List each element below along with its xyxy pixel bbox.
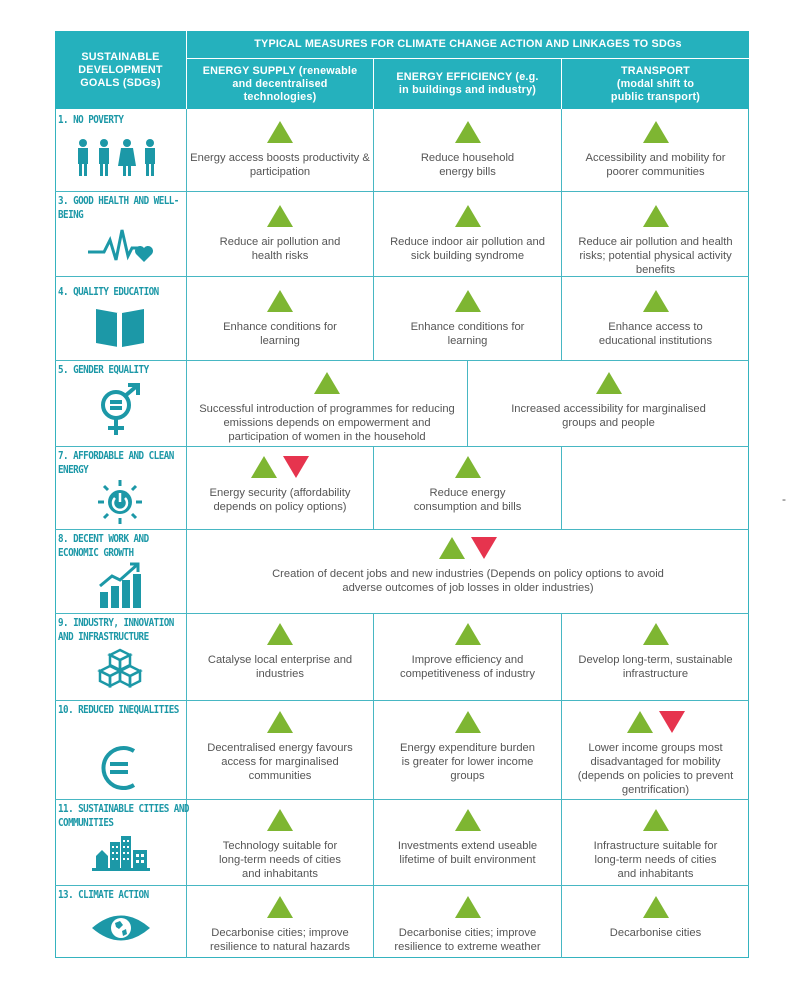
cell: Decarbonise cities; improve resilience to extreme weather xyxy=(374,896,561,954)
cell: Decentralised energy favours access for marginalised communities xyxy=(187,711,373,783)
positive-linkage-triangle xyxy=(455,456,481,478)
positive-linkage-triangle xyxy=(643,205,669,227)
positive-linkage-triangle xyxy=(643,121,669,143)
positive-linkage-triangle xyxy=(267,623,293,645)
positive-linkage-triangle xyxy=(627,711,653,733)
positive-linkage-triangle xyxy=(643,896,669,918)
book-icon xyxy=(94,305,146,349)
heartbeat-icon xyxy=(86,226,156,268)
cell: Energy access boosts productivity & participation xyxy=(187,121,373,179)
sdg-label-industry: 9. INDUSTRY, INNOVATION AND INFRASTRUCTURE xyxy=(58,617,174,643)
header-transport: TRANSPORT (modal shift to public transport) xyxy=(562,59,749,109)
header-energy-efficiency: ENERGY EFFICIENCY (e.g. in buildings and industry) xyxy=(374,59,561,109)
cell: Decarbonise cities xyxy=(562,896,749,940)
cell-merged: Successful introduction of programmes for reducing emissions depends on empowerment and participation of women in the household xyxy=(187,372,467,444)
sdg-label-climate-action: 13. CLIMATE ACTION xyxy=(58,889,149,901)
negative-linkage-triangle xyxy=(659,711,685,733)
sdg-label-quality-education: 4. QUALITY EDUCATION xyxy=(58,286,159,298)
header-sdg-column: SUSTAINABLE DEVELOPMENT GOALS (SDGs) xyxy=(55,31,186,109)
cell: Energy expenditure burden is greater for lower income groups xyxy=(374,711,561,783)
positive-linkage-triangle xyxy=(314,372,340,394)
positive-linkage-triangle xyxy=(455,623,481,645)
positive-linkage-triangle xyxy=(455,290,481,312)
cell: Catalyse local enterprise and industries xyxy=(187,623,373,681)
cell: Reduce indoor air pollution and sick building syndrome xyxy=(374,205,561,263)
positive-linkage-triangle xyxy=(267,896,293,918)
positive-linkage-triangle xyxy=(643,623,669,645)
positive-linkage-triangle xyxy=(251,456,277,478)
cell: Lower income groups most disadvantaged for mobility (depends on policies to prevent gentrification) xyxy=(562,711,749,797)
sdg-label-decent-work: 8. DECENT WORK AND ECONOMIC GROWTH xyxy=(58,533,149,559)
cell: Technology suitable for long-term needs of cities and inhabitants xyxy=(187,809,373,881)
positive-linkage-triangle xyxy=(267,121,293,143)
cell: Improve efficiency and competitiveness of industry xyxy=(374,623,561,681)
cell-merged: Increased accessibility for marginalised groups and people xyxy=(468,372,749,430)
header-energy-supply: ENERGY SUPPLY (renewable and decentralised technologies) xyxy=(187,59,373,109)
equals-icon xyxy=(96,743,146,793)
cell: Accessibility and mobility for poorer communities xyxy=(562,121,749,179)
positive-linkage-triangle xyxy=(643,290,669,312)
cell: Reduce air pollution and health risks xyxy=(187,205,373,263)
positive-linkage-triangle xyxy=(596,372,622,394)
positive-linkage-triangle xyxy=(455,121,481,143)
growth-chart-icon xyxy=(98,562,144,608)
positive-linkage-triangle xyxy=(455,896,481,918)
positive-linkage-triangle xyxy=(267,711,293,733)
sdg-label-sustainable-cities: 11. SUSTAINABLE CITIES AND COMMUNITIES xyxy=(58,803,189,829)
positive-linkage-triangle xyxy=(267,290,293,312)
positive-linkage-triangle xyxy=(643,809,669,831)
header-top-title: TYPICAL MEASURES FOR CLIMATE CHANGE ACTION AND LINKAGES TO SDGs xyxy=(187,31,749,58)
cell: Reduce air pollution and health risks; potential physical activity benefits xyxy=(562,205,749,277)
cell: Investments extend useable lifetime of built environment xyxy=(374,809,561,867)
gender-icon xyxy=(96,383,146,439)
sdg-label-reduced-inequalities: 10. REDUCED INEQUALITIES xyxy=(58,704,179,716)
city-icon xyxy=(92,836,150,882)
positive-linkage-triangle xyxy=(455,809,481,831)
cell: Enhance conditions for learning xyxy=(374,290,561,348)
sdg-label-no-poverty: 1. NO POVERTY xyxy=(58,114,124,126)
sun-power-icon xyxy=(96,478,144,526)
sdg-label-good-health: 3. GOOD HEALTH AND WELL-BEING xyxy=(58,195,179,221)
cell: Enhance access to educational institutions xyxy=(562,290,749,348)
positive-linkage-triangle xyxy=(267,809,293,831)
cell: Reduce energy consumption and bills xyxy=(374,456,561,514)
eye-globe-icon xyxy=(90,911,152,945)
cell: Energy security (affordability depends on policy options) xyxy=(187,456,373,514)
cell-merged: Creation of decent jobs and new industries (Depends on policy options to avoid adverse outcomes of job losses in older industries) xyxy=(187,537,749,595)
cell: Develop long-term, sustainable infrastructure xyxy=(562,623,749,681)
sdg-label-gender-equality: 5. GENDER EQUALITY xyxy=(58,364,149,376)
sdg-label-affordable-energy: 7. AFFORDABLE AND CLEAN ENERGY xyxy=(58,450,174,476)
negative-linkage-triangle xyxy=(471,537,497,559)
positive-linkage-triangle xyxy=(267,205,293,227)
positive-linkage-triangle xyxy=(455,711,481,733)
positive-linkage-triangle xyxy=(439,537,465,559)
negative-linkage-triangle xyxy=(283,456,309,478)
people-icon xyxy=(75,138,165,178)
positive-linkage-triangle xyxy=(455,205,481,227)
cell: Decarbonise cities; improve resilience to natural hazards xyxy=(187,896,373,954)
stray-dash: - xyxy=(782,492,786,506)
cell: Enhance conditions for learning xyxy=(187,290,373,348)
cubes-icon xyxy=(95,648,145,696)
cell: Infrastructure suitable for long-term needs of cities and inhabitants xyxy=(562,809,749,881)
cell: Reduce household energy bills xyxy=(374,121,561,179)
